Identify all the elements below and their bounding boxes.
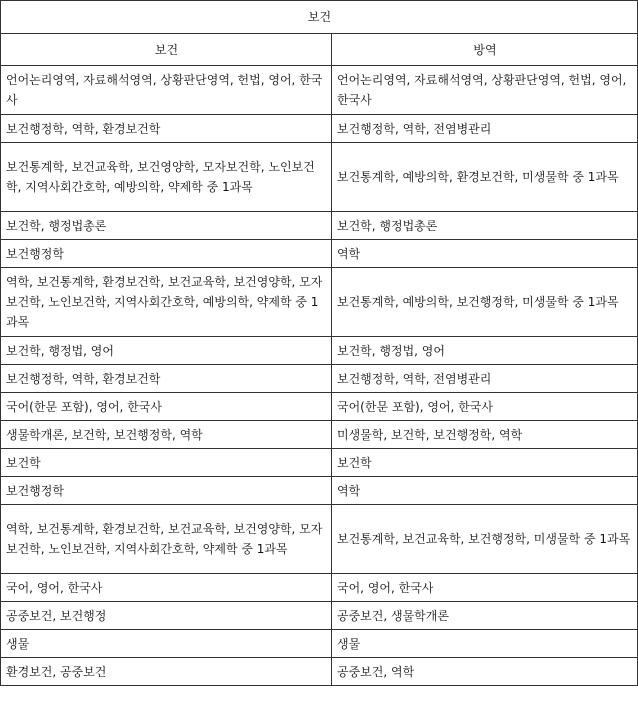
- table-row: [1, 658, 638, 686]
- quarantine-cell: 보건학: [332, 449, 638, 477]
- health-cell: 생물: [1, 630, 332, 658]
- table-row: [1, 630, 638, 658]
- quarantine-cell: 국어(한문 포함), 영어, 한국사: [332, 393, 638, 421]
- health-cell: 역학, 보건통계학, 환경보건학, 보건교육학, 보건영양학, 모자보건학, 노인보건학, 지역사회간호학, 예방의학, 약제학 중 1과목: [1, 268, 332, 337]
- table-row: [1, 66, 638, 115]
- health-cell: 보건통계학, 보건교육학, 보건영양학, 모자보건학, 노인보건학, 지역사회간호학, 예방의학, 약제학 중 1과목: [1, 143, 332, 212]
- quarantine-cell: 보건학, 행정법, 영어: [332, 337, 638, 365]
- table-row: [1, 421, 638, 449]
- health-cell: 보건학, 행정법총론: [1, 212, 332, 240]
- quarantine-cell: 역학: [332, 240, 638, 268]
- table-row: [1, 268, 638, 337]
- table-row: [1, 365, 638, 393]
- table-row: [1, 505, 638, 574]
- table-row: [1, 143, 638, 212]
- table-row: [1, 115, 638, 143]
- quarantine-cell: 공중보건, 역학: [332, 658, 638, 686]
- quarantine-cell: 역학: [332, 477, 638, 505]
- quarantine-cell: 생물: [332, 630, 638, 658]
- table-row: [1, 337, 638, 365]
- table-row: [1, 574, 638, 602]
- health-cell: 국어(한문 포함), 영어, 한국사: [1, 393, 332, 421]
- column-header-health: 보건: [1, 34, 332, 66]
- health-cell: 보건행정학: [1, 240, 332, 268]
- table-row: [1, 477, 638, 505]
- table-row: [1, 240, 638, 268]
- health-cell: 언어논리영역, 자료해석영역, 상황판단영역, 헌법, 영어, 한국사: [1, 66, 332, 115]
- table-title: 보건: [1, 1, 638, 34]
- health-cell: 역학, 보건통계학, 환경보건학, 보건교육학, 보건영양학, 모자보건학, 노인보건학, 지역사회간호학, 약제학 중 1과목: [1, 505, 332, 574]
- health-cell: 생물학개론, 보건학, 보건행정학, 역학: [1, 421, 332, 449]
- table-row: [1, 602, 638, 630]
- health-cell: 보건행정학, 역학, 환경보건학: [1, 115, 332, 143]
- quarantine-cell: 보건통계학, 예방의학, 환경보건학, 미생물학 중 1과목: [332, 143, 638, 212]
- health-cell: 보건행정학: [1, 477, 332, 505]
- quarantine-cell: 보건통계학, 보건교육학, 보건행정학, 미생물학 중 1과목: [332, 505, 638, 574]
- quarantine-cell: 보건통계학, 예방의학, 보건행정학, 미생물학 중 1과목: [332, 268, 638, 337]
- health-cell: 환경보건, 공중보건: [1, 658, 332, 686]
- quarantine-cell: 미생물학, 보건학, 보건행정학, 역학: [332, 421, 638, 449]
- table-row: [1, 449, 638, 477]
- quarantine-cell: 언어논리영역, 자료해석영역, 상황판단영역, 헌법, 영어, 한국사: [332, 66, 638, 115]
- quarantine-cell: 공중보건, 생물학개론: [332, 602, 638, 630]
- quarantine-cell: 보건학, 행정법총론: [332, 212, 638, 240]
- table-title-row: [1, 1, 638, 34]
- health-cell: 보건행정학, 역학, 환경보건학: [1, 365, 332, 393]
- health-cell: 보건학: [1, 449, 332, 477]
- health-cell: 보건학, 행정법, 영어: [1, 337, 332, 365]
- table-header-row: [1, 34, 638, 66]
- quarantine-cell: 보건행정학, 역학, 전염병관리: [332, 115, 638, 143]
- column-header-quarantine: 방역: [332, 34, 638, 66]
- table-row: [1, 212, 638, 240]
- quarantine-cell: 국어, 영어, 한국사: [332, 574, 638, 602]
- health-cell: 국어, 영어, 한국사: [1, 574, 332, 602]
- quarantine-cell: 보건행정학, 역학, 전염병관리: [332, 365, 638, 393]
- health-cell: 공중보건, 보건행정: [1, 602, 332, 630]
- table-row: [1, 393, 638, 421]
